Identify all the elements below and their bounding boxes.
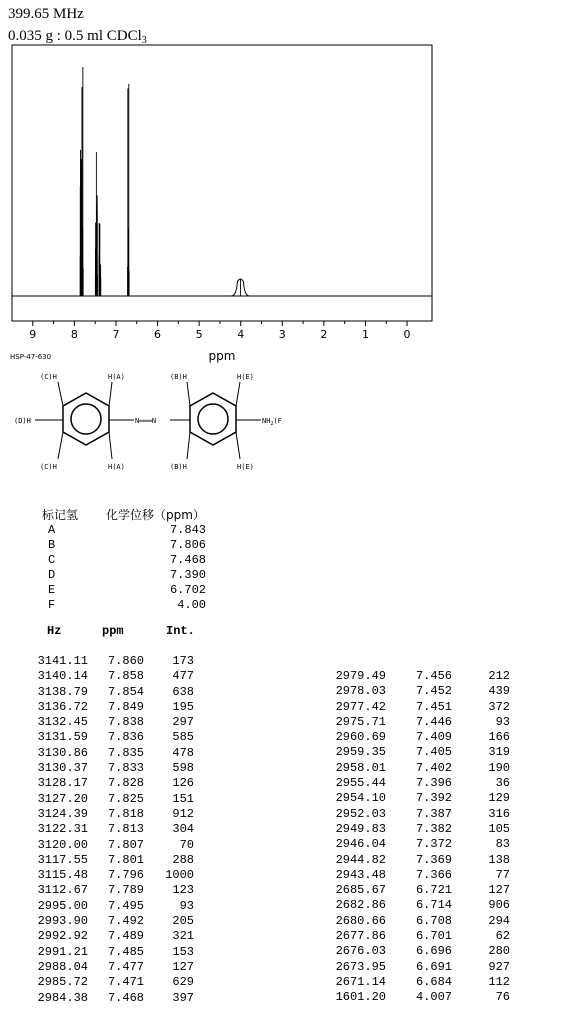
shift-header-shift: 化学位移（ppm） (106, 508, 205, 522)
peak-ppm: 7.485 (107, 944, 144, 959)
shift-value: 4.00 (177, 598, 206, 612)
peak-row (330, 715, 510, 730)
peak-hz: 2995.00 (37, 898, 88, 913)
x-tick-label: 7 (112, 328, 120, 341)
label-top-e: H(E) (237, 373, 254, 381)
peak-list-right (330, 669, 510, 1006)
peak-hz: 2676.03 (335, 944, 386, 959)
peak-int: 906 (488, 898, 510, 913)
peak-row (330, 761, 510, 776)
bond-a-top (109, 382, 112, 406)
bond-b-bottom (187, 432, 190, 459)
label-bottom-a: H(A) (108, 463, 125, 471)
label-top-b: (B)H (170, 373, 187, 381)
plot-frame (12, 45, 432, 321)
peak-row (330, 944, 510, 959)
peak-hz: 1601.20 (335, 990, 386, 1005)
peak-row (30, 685, 194, 700)
peak-row (330, 883, 510, 898)
peak-ppm: 6.696 (415, 944, 452, 959)
peak-row (330, 791, 510, 806)
peak-row (330, 822, 510, 837)
peak-ppm: 7.838 (107, 715, 144, 730)
peak-hz: 2682.86 (335, 898, 386, 913)
spectrometer-frequency: 399.65 MHz (8, 6, 84, 22)
peak-ppm: 7.369 (415, 852, 452, 867)
peak-hz: 2993.90 (37, 914, 88, 929)
peak-int: 190 (488, 760, 510, 775)
peak-int: 62 (495, 929, 510, 944)
peak-ppm: 7.801 (107, 852, 144, 867)
bond-c-bottom-left (58, 432, 63, 459)
peak-int: 93 (495, 714, 510, 729)
label-bottom-b: (B)H (170, 463, 187, 471)
benzene-ring-left (63, 393, 109, 445)
peak-int: 297 (172, 715, 194, 730)
label-amine (262, 417, 282, 427)
peak-row (30, 730, 194, 745)
bond-c-top-left (58, 382, 63, 406)
peak-row (30, 899, 194, 914)
amine-text: NH (262, 417, 271, 425)
peak-hz: 3138.79 (37, 684, 88, 699)
peak-int: 372 (488, 699, 510, 714)
shift-value: 6.702 (169, 583, 206, 597)
peak-hz: 3128.17 (37, 776, 88, 791)
peak-hz: 3112.67 (37, 883, 88, 898)
peak-ppm: 6.691 (415, 959, 452, 974)
peak-hz: 3127.20 (37, 791, 88, 806)
peak-ppm: 7.372 (415, 837, 452, 852)
shift-header-label: 标记氢 (42, 508, 79, 522)
peak-int: 129 (488, 791, 510, 806)
peak-row (330, 853, 510, 868)
peak-hz: 3141.11 (37, 654, 88, 668)
peak-row (30, 914, 194, 929)
peak-hz: 2949.83 (335, 821, 386, 836)
aromatic-circle-left (71, 404, 101, 434)
peak-header-int: Int. (166, 624, 195, 638)
aromatic-circle-right (198, 404, 228, 434)
shift-value: 7.390 (169, 568, 206, 582)
peak-hz: 3115.48 (37, 868, 88, 883)
peak-int: 319 (488, 745, 510, 760)
peak-hz: 2954.10 (335, 791, 386, 806)
peak-row (30, 746, 194, 761)
peak-int: 153 (172, 944, 194, 959)
peak-ppm: 6.701 (415, 929, 452, 944)
peak-int: 83 (495, 837, 510, 852)
shift-value: 7.843 (169, 523, 206, 537)
peak-int: 439 (488, 684, 510, 699)
x-tick-label: 8 (70, 328, 78, 341)
peak-int: 288 (172, 852, 194, 867)
peak-hz: 2958.01 (335, 760, 386, 775)
peak-ppm: 7.387 (415, 806, 452, 821)
peak-row (30, 654, 194, 669)
shift-label: E (48, 583, 56, 597)
peak-hz: 3124.39 (37, 806, 88, 821)
spectrum-code: HSP-47-630 (10, 353, 52, 361)
peak-int: 1000 (165, 868, 194, 883)
peak-ppm: 7.402 (415, 760, 452, 775)
x-axis-label: ppm (208, 349, 236, 363)
label-top-left: (C)H (40, 373, 57, 381)
x-tick-label: 3 (278, 328, 286, 341)
peak-row (30, 792, 194, 807)
peak-int: 205 (172, 914, 194, 929)
peak-row (30, 669, 194, 684)
shift-row (42, 553, 206, 568)
x-tick-label: 0 (403, 328, 411, 341)
label-bottom-left: (C)H (40, 463, 57, 471)
shift-row (42, 538, 206, 553)
label-azo: N═══N (135, 417, 157, 425)
peak-ppm: 7.489 (107, 929, 144, 944)
peak-ppm: 7.452 (415, 684, 452, 699)
label-bottom-e: H(E) (237, 463, 254, 471)
bond-b-top (187, 382, 190, 406)
x-tick-label: 9 (29, 328, 37, 341)
x-axis-ticks (29, 321, 410, 341)
peak-int: 195 (172, 699, 194, 714)
peak-ppm: 7.392 (415, 791, 452, 806)
peak-row (30, 761, 194, 776)
peak-row (330, 745, 510, 760)
peak-int: 123 (172, 883, 194, 898)
peak-ppm: 7.854 (107, 684, 144, 699)
peak-row (330, 700, 510, 715)
sample-main: 0.035 g : 0.5 ml CDCl (8, 28, 142, 44)
label-left-d: (D)H (14, 417, 31, 425)
peak-row (330, 975, 510, 990)
peak-hz: 2979.49 (335, 669, 386, 683)
peak-row (330, 669, 510, 684)
peak-ppm: 7.471 (107, 975, 144, 990)
peak-hz: 2975.71 (335, 714, 386, 729)
peak-int: 321 (172, 929, 194, 944)
peak-hz: 2984.38 (37, 990, 88, 1005)
peak-hz: 2685.67 (335, 883, 386, 898)
x-tick-label: 2 (320, 328, 328, 341)
peak-int: 127 (488, 883, 510, 898)
shift-row (42, 523, 206, 538)
shift-assignment-table (42, 508, 206, 613)
bond-a-bottom (109, 432, 112, 459)
peak-row (30, 868, 194, 883)
peak-ppm: 7.796 (107, 868, 144, 883)
peak-header-ppm: ppm (102, 624, 124, 638)
peak-ppm: 6.714 (415, 898, 452, 913)
peak-ppm: 7.858 (107, 669, 144, 684)
peak-ppm: 7.451 (415, 699, 452, 714)
peak-ppm: 7.468 (107, 990, 144, 1005)
chemical-structure (0, 365, 330, 480)
peak-int: 76 (495, 990, 510, 1005)
peak-hz: 2985.72 (37, 975, 88, 990)
peak-hz: 2671.14 (335, 974, 386, 989)
shift-value: 7.468 (169, 553, 206, 567)
peak-int: 598 (172, 761, 194, 776)
peak-int: 927 (488, 959, 510, 974)
peak-ppm: 7.849 (107, 699, 144, 714)
peak-hz: 2952.03 (335, 806, 386, 821)
peak-row (30, 960, 194, 975)
peak-ppm: 6.721 (415, 883, 452, 898)
peak-row (30, 822, 194, 837)
peak-row (30, 975, 194, 990)
peak-row (30, 807, 194, 822)
peak-row (330, 914, 510, 929)
sample-subscript: 3 (141, 35, 147, 46)
peak-ppm: 7.492 (107, 914, 144, 929)
peak-list-left (30, 654, 194, 1006)
peak-row (330, 990, 510, 1005)
peak-hz: 3130.37 (37, 761, 88, 776)
peak-int: 294 (488, 913, 510, 928)
peak-row (30, 715, 194, 730)
peak-ppm: 7.813 (107, 822, 144, 837)
peak-row (30, 838, 194, 853)
peak-ppm: 7.860 (107, 654, 144, 668)
peak-int: 77 (495, 867, 510, 882)
peak-ppm: 6.684 (415, 974, 452, 989)
peak-hz: 3130.86 (37, 745, 88, 760)
peak-row (330, 929, 510, 944)
peak-ppm: 7.825 (107, 791, 144, 806)
peak-hz: 2988.04 (37, 959, 88, 974)
peak-hz: 3140.14 (37, 669, 88, 684)
peak-int: 127 (172, 959, 194, 974)
peak-int: 166 (488, 730, 510, 745)
benzene-ring-right (190, 393, 236, 445)
peak-ppm: 7.396 (415, 776, 452, 791)
shift-label: A (48, 523, 56, 537)
amine-tail: (F (273, 417, 282, 425)
peak-hz: 3132.45 (37, 715, 88, 730)
amine-subscript: 2 (270, 421, 274, 427)
peak-int: 304 (172, 822, 194, 837)
shift-label: D (48, 568, 56, 582)
peak-hz: 2946.04 (335, 837, 386, 852)
shift-label: F (48, 598, 56, 612)
shift-row (42, 568, 206, 583)
peak-row (330, 807, 510, 822)
shift-row (42, 598, 206, 613)
peak-hz: 2680.66 (335, 913, 386, 928)
peak-int: 638 (172, 684, 194, 699)
peak-int: 70 (179, 837, 194, 852)
bond-e-top (236, 382, 240, 406)
peak-int: 138 (488, 852, 510, 867)
shift-value: 7.806 (169, 538, 206, 552)
x-tick-label: 6 (154, 328, 162, 341)
peak-int: 629 (172, 975, 194, 990)
peak-hz: 2992.92 (37, 929, 88, 944)
peak-ppm: 7.789 (107, 883, 144, 898)
label-top-a: H(A) (108, 373, 125, 381)
peak-row (30, 776, 194, 791)
peak-ppm: 7.818 (107, 806, 144, 821)
peak-row (30, 853, 194, 868)
peak-int: 585 (172, 730, 194, 745)
peak-ppm: 7.409 (415, 730, 452, 745)
shift-table-body (42, 523, 206, 613)
peak-hz: 2673.95 (335, 959, 386, 974)
peak-row (330, 898, 510, 913)
peak-group (80, 67, 249, 296)
peak-int: 397 (172, 990, 194, 1005)
nmr-spectrum-chart (0, 0, 570, 365)
peak-int: 112 (488, 974, 510, 989)
peak-hz: 2677.86 (335, 929, 386, 944)
peak-hz: 2943.48 (335, 867, 386, 882)
bond-e-bottom (236, 432, 240, 459)
shift-row (42, 583, 206, 598)
peak-int: 316 (488, 806, 510, 821)
peak-int: 212 (488, 669, 510, 683)
peak-hz: 3131.59 (37, 730, 88, 745)
peak-hz: 2944.82 (335, 852, 386, 867)
peak-row (330, 776, 510, 791)
shift-label: C (48, 553, 56, 567)
peak-row (30, 883, 194, 898)
peak-row (330, 837, 510, 852)
peak-row (30, 929, 194, 944)
peak-int: 105 (488, 821, 510, 836)
peak-ppm: 7.836 (107, 730, 144, 745)
peak-hz: 2960.69 (335, 730, 386, 745)
peak-row (30, 700, 194, 715)
peak-int: 477 (172, 669, 194, 684)
peak-ppm: 7.405 (415, 745, 452, 760)
peak-row (330, 960, 510, 975)
peak-hz: 2959.35 (335, 745, 386, 760)
peak-hz: 3120.00 (37, 837, 88, 852)
peak-ppm: 7.477 (107, 959, 144, 974)
peak-hz: 3117.55 (37, 852, 88, 867)
peak-int: 36 (495, 776, 510, 791)
peak-ppm: 7.835 (107, 745, 144, 760)
peak-hz: 2977.42 (335, 699, 386, 714)
peak-row (330, 684, 510, 699)
peak-row (30, 945, 194, 960)
peak-ppm: 7.807 (107, 837, 144, 852)
shift-label: B (48, 538, 56, 552)
peak-ppm: 7.828 (107, 776, 144, 791)
peak-ppm: 7.456 (415, 669, 452, 683)
peak-ppm: 7.366 (415, 867, 452, 882)
peak-int: 151 (172, 791, 194, 806)
peak-int: 93 (179, 898, 194, 913)
peak-hz: 3122.31 (37, 822, 88, 837)
peak-ppm: 7.446 (415, 714, 452, 729)
peak-row (330, 868, 510, 883)
x-tick-label: 1 (361, 328, 369, 341)
peak-int: 173 (172, 654, 194, 668)
peak-ppm: 4.007 (415, 990, 452, 1005)
peak-ppm: 7.833 (107, 761, 144, 776)
peak-hz: 2978.03 (335, 684, 386, 699)
peak-int: 912 (172, 806, 194, 821)
peak-ppm: 7.382 (415, 821, 452, 836)
shift-table-header (42, 508, 206, 523)
peak-row (330, 730, 510, 745)
peak-ppm: 7.495 (107, 898, 144, 913)
peak-hz: 2991.21 (37, 944, 88, 959)
x-tick-label: 5 (195, 328, 203, 341)
peak-header-hz: Hz (47, 624, 62, 638)
x-tick-label: 4 (237, 328, 245, 341)
peak-int: 280 (488, 944, 510, 959)
peak-ppm: 6.708 (415, 913, 452, 928)
peak-int: 478 (172, 745, 194, 760)
peak-hz: 3136.72 (37, 699, 88, 714)
peak-int: 126 (172, 776, 194, 791)
peak-hz: 2955.44 (335, 776, 386, 791)
peak-row (30, 991, 194, 1006)
